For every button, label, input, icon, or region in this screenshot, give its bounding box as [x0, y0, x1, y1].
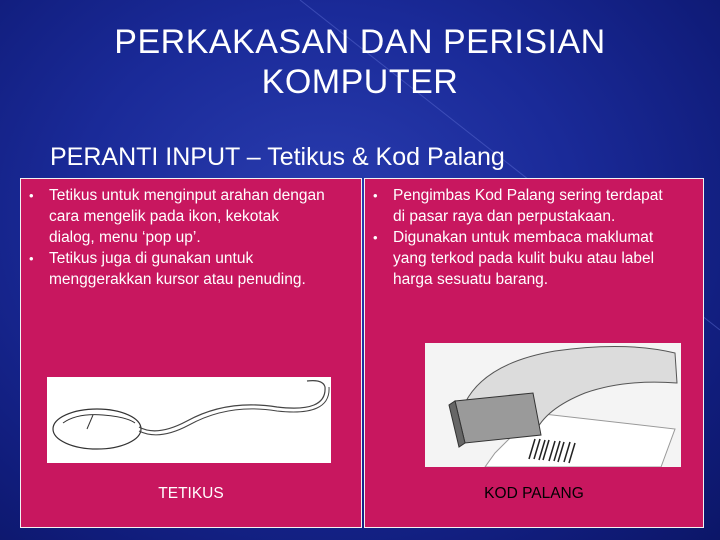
- list-item: [373, 185, 673, 227]
- bullet-icon: •: [373, 188, 378, 203]
- mouse-bullet-list: [29, 185, 329, 290]
- bullet-text: Tetikus juga di gunakan untuk menggerakkan kursor atau penuding.: [49, 250, 306, 288]
- bullet-icon: •: [373, 230, 378, 245]
- computer-mouse-icon: [47, 377, 331, 463]
- mouse-image: [47, 377, 331, 463]
- bullet-icon: •: [29, 188, 34, 203]
- list-item: [29, 185, 329, 248]
- mouse-panel: [20, 178, 362, 528]
- barcode-panel: [364, 178, 704, 528]
- list-item: [373, 227, 673, 290]
- bullet-text: Digunakan untuk membaca maklumat yang terkod pada kulit buku atau label harga sesuatu barang.: [393, 229, 655, 288]
- bullet-icon: •: [29, 251, 34, 266]
- barcode-caption: KOD PALANG: [484, 485, 584, 502]
- mouse-caption: TETIKUS: [158, 485, 224, 502]
- list-item: [29, 248, 329, 290]
- bullet-text: Tetikus untuk menginput arahan dengan cara mengelik pada ikon, kekotak dialog, menu ‘pop up’.: [49, 187, 325, 246]
- barcode-scanner-icon: [425, 343, 681, 467]
- slide-title: PERKAKASAN DAN PERISIAN KOMPUTER: [114, 23, 606, 101]
- slide-subtitle: PERANTI INPUT – Tetikus & Kod Palang: [50, 143, 505, 171]
- barcode-scanner-image: [425, 343, 681, 467]
- bullet-text: Pengimbas Kod Palang sering terdapat di pasar raya dan perpustakaan.: [393, 187, 663, 225]
- barcode-bullet-list: [373, 185, 673, 290]
